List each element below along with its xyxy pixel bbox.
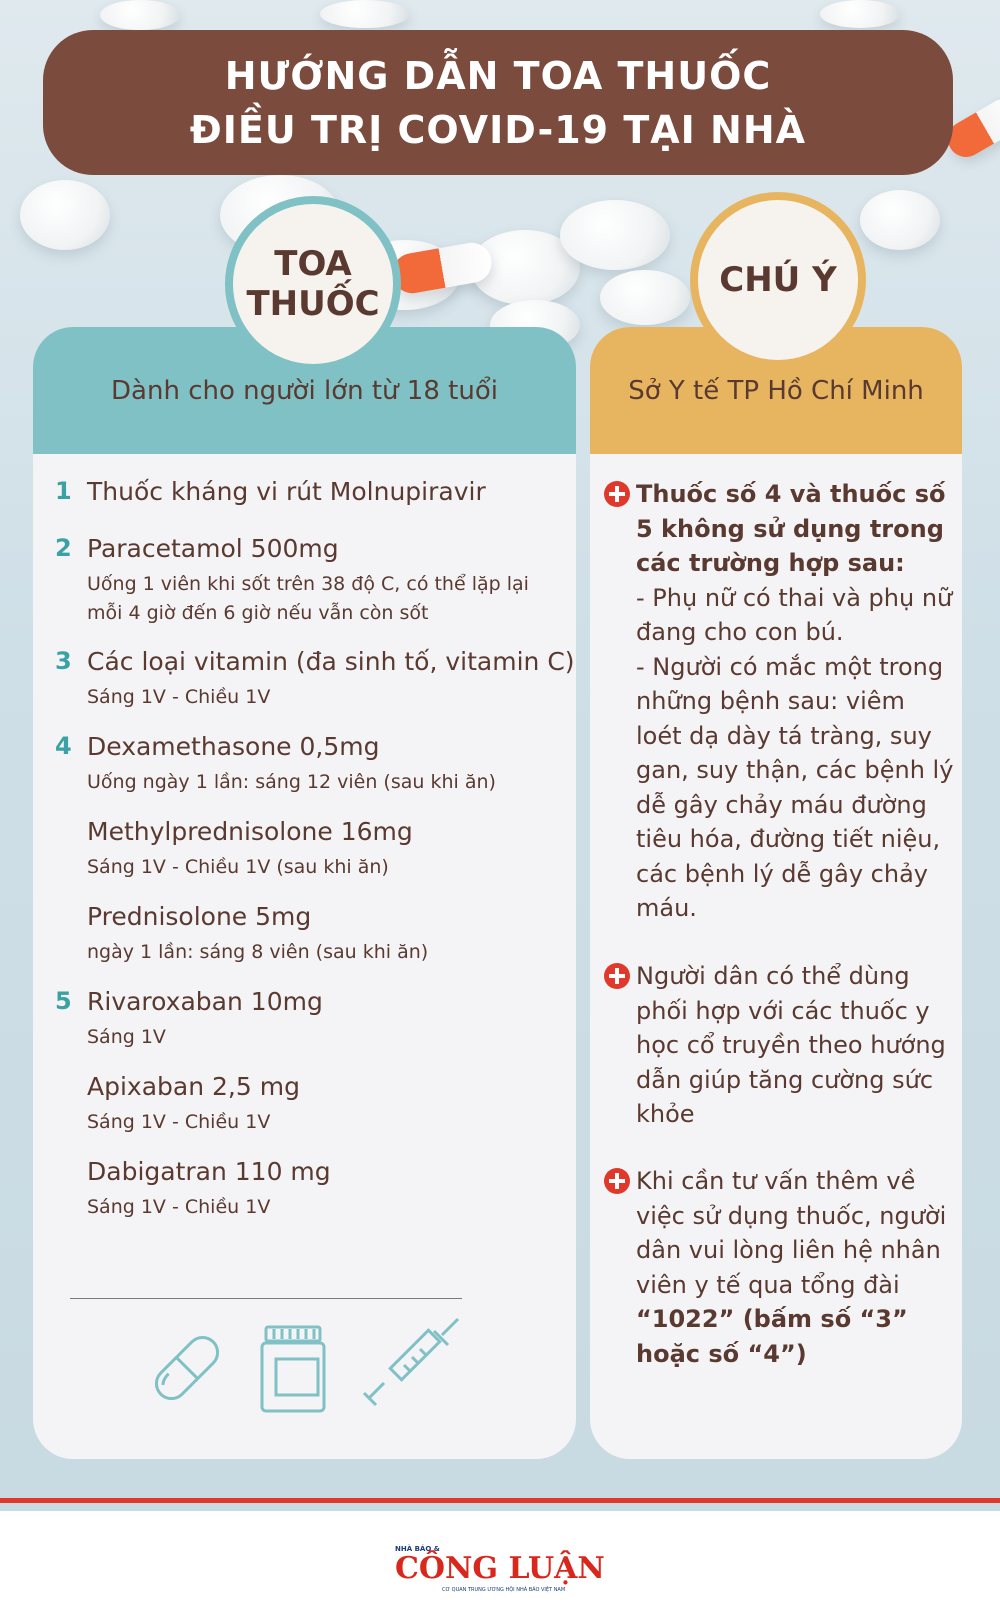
notes-band: Sở Y tế TP Hồ Chí Minh [590, 327, 962, 454]
item-title: Thuốc kháng vi rút Molnupiravir [87, 477, 486, 506]
logo-small-text: NHÀ BÁO & [395, 1545, 440, 1553]
plus-circle-icon [604, 963, 630, 989]
pill-decoration [560, 200, 670, 270]
logo-tagline: CƠ QUAN TRUNG ƯƠNG HỘI NHÀ BÁO VIỆT NAM [442, 1587, 566, 1593]
item-title: Paracetamol 500mg [87, 534, 339, 563]
item-number: 3 [55, 647, 72, 675]
pill-decoration [20, 180, 110, 250]
item-title: Dabigatran 110 mg [87, 1157, 331, 1186]
item-instruction: ngày 1 lần: sáng 8 viên (sau khi ăn) [87, 941, 429, 963]
badge-line-2: THUỐC [246, 284, 380, 324]
item-title: Các loại vitamin (đa sinh tố, vitamin C) [87, 647, 575, 676]
title-line-2: ĐIỀU TRỊ COVID-19 TẠI NHÀ [189, 107, 807, 152]
badge-line-1: TOA [274, 244, 352, 284]
pill-decoration [820, 0, 900, 28]
item-number: 1 [55, 477, 72, 505]
footer-divider [0, 1498, 1000, 1503]
item-number: 5 [55, 987, 72, 1015]
instruction-line: mỗi 4 giờ đến 6 giờ nếu vẫn còn sốt [87, 602, 429, 624]
pill-decoration [100, 0, 180, 30]
prescription-badge [225, 196, 401, 372]
prescription-band: Dành cho người lớn từ 18 tuổi [33, 327, 576, 454]
item-title: Prednisolone 5mg [87, 902, 312, 931]
medicine-jar-icon [258, 1325, 328, 1415]
badge-text: CHÚ Ý [719, 260, 837, 300]
plus-circle-icon [604, 481, 630, 507]
notes-card [590, 327, 962, 1459]
note-text [636, 1164, 954, 1371]
note-line: - Người có mắc một trong những bệnh sau: viêm loét dạ dày tá tràng, suy gan, suy thận, các bệnh lý dễ gây chảy máu đường tiêu hóa, đường tiết niệu, các bệnh lý dễ gây chảy máu. [636, 652, 954, 922]
note-line: - Phụ nữ có thai và phụ nữ đang cho con bú. [636, 583, 953, 646]
item-instruction: Sáng 1V - Chiều 1V [87, 1196, 271, 1218]
item-instruction: Sáng 1V - Chiều 1V [87, 1111, 271, 1133]
item-number: 2 [55, 534, 72, 562]
item-instruction [87, 570, 529, 628]
attention-badge [690, 192, 866, 368]
note-text [636, 477, 954, 926]
prescription-card [33, 327, 576, 1459]
item-instruction: Uống ngày 1 lần: sáng 12 viên (sau khi ăn) [87, 771, 496, 793]
syringe-icon [360, 1317, 460, 1417]
note-text: Người dân có thể dùng phối hợp với các thuốc y học cổ truyền theo hướng dẫn giúp tăng cường sức khỏe [636, 962, 946, 1128]
item-instruction: Sáng 1V - Chiều 1V (sau khi ăn) [87, 856, 389, 878]
item-title: Dexamethasone 0,5mg [87, 732, 380, 761]
divider [70, 1298, 462, 1299]
publisher-logo [395, 1545, 605, 1595]
note-heading: Thuốc số 4 và thuốc số 5 không sử dụng trong các trường hợp sau: [636, 480, 946, 577]
item-instruction: Sáng 1V - Chiều 1V [87, 686, 271, 708]
logo-main-text: CÔNG LUẬN [395, 1551, 605, 1586]
item-title: Methylprednisolone 16mg [87, 817, 413, 846]
item-title: Rivaroxaban 10mg [87, 987, 323, 1016]
hotline-text: “1022” (bấm số “3” hoặc số “4”) [636, 1305, 908, 1368]
pill-decoration [320, 0, 410, 28]
medical-icons-row [0, 1305, 543, 1425]
item-title: Apixaban 2,5 mg [87, 1072, 300, 1101]
item-number: 4 [55, 732, 72, 760]
title-banner [43, 30, 953, 175]
item-instruction: Sáng 1V [87, 1026, 166, 1048]
plus-circle-icon [604, 1168, 630, 1194]
pill-capsule-icon [142, 1323, 232, 1413]
title-line-1: HƯỚNG DẪN TOA THUỐC [224, 53, 772, 98]
instruction-line: Uống 1 viên khi sốt trên 38 độ C, có thể lặp lại [87, 573, 529, 595]
pill-decoration [860, 190, 940, 250]
pill-decoration [600, 270, 690, 325]
note-body: Khi cần tư vấn thêm về việc sử dụng thuốc, người dân vui lòng liên hệ nhân viên y tế qua tổng đài [636, 1167, 947, 1299]
